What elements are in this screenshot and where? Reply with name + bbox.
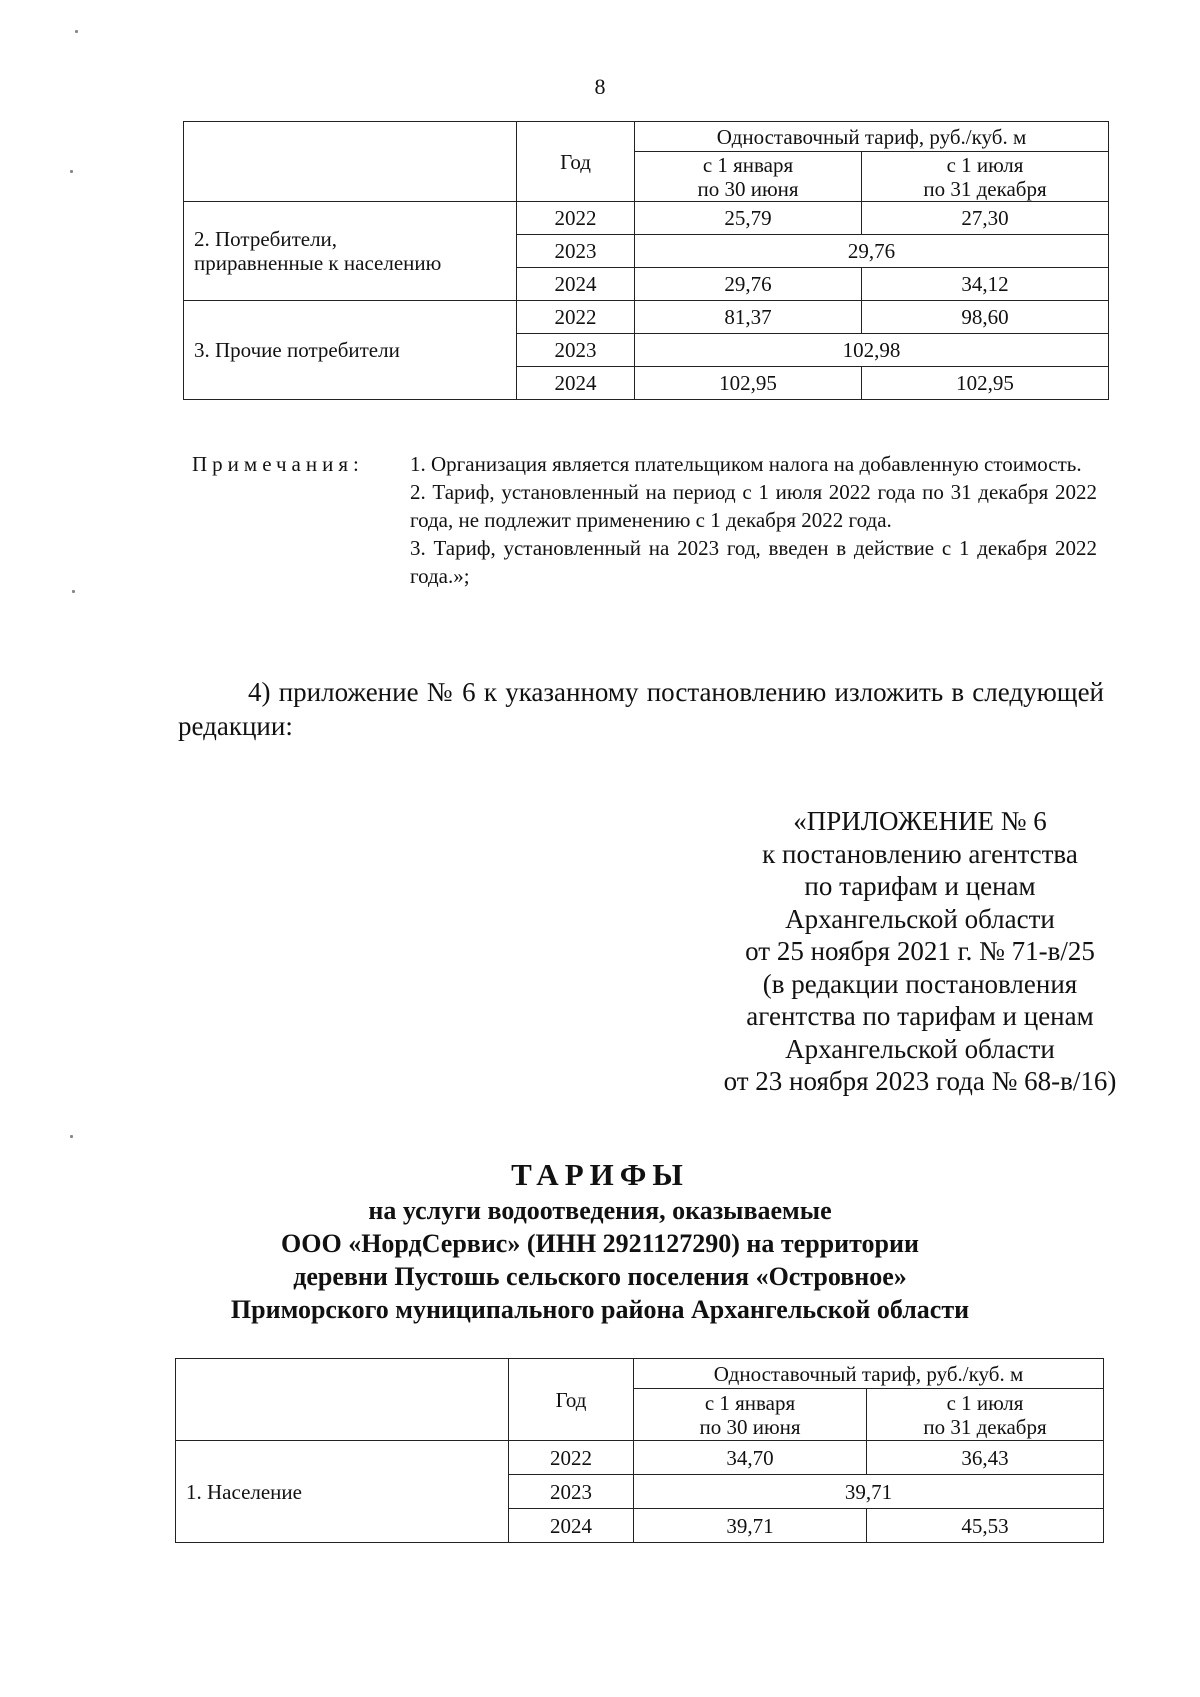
appendix-line: «ПРИЛОЖЕНИЕ № 6: [793, 806, 1047, 836]
table-row: [184, 301, 1109, 334]
document-title: ТАРИФЫ: [511, 1157, 689, 1192]
merged-value-cell: 29,76: [635, 235, 1109, 268]
body-paragraph: 4) приложение № 6 к указанному постановлению изложить в следующей редакции:: [178, 677, 1104, 741]
appendix-line: по тарифам и ценам: [804, 871, 1036, 901]
period2-header: с 1 июля по 31 декабря: [862, 152, 1109, 202]
year-cell: 2024: [517, 268, 635, 301]
value-cell: 34,70: [634, 1441, 867, 1475]
appendix-line: (в редакции постановления: [762, 968, 1078, 999]
period1-header: с 1 января по 30 июня: [634, 1389, 867, 1441]
value-cell: 34,12: [862, 268, 1109, 301]
year-header: Год: [509, 1359, 634, 1441]
appendix-line: Архангельской области: [785, 1033, 1055, 1064]
year-cell: 2024: [517, 367, 635, 400]
value-cell: 27,30: [862, 202, 1109, 235]
table-row: [184, 202, 1109, 235]
value-cell: 29,76: [635, 268, 862, 301]
scan-mark: [70, 170, 73, 173]
year-cell: 2022: [517, 301, 635, 334]
value-cell: 45,53: [867, 1509, 1104, 1543]
document-subtitle: [0, 1194, 1200, 1326]
merged-value-cell: 39,71: [634, 1475, 1104, 1509]
merged-value-cell: 102,98: [635, 334, 1109, 367]
subtitle-line: на услуги водоотведения, оказываемые: [368, 1196, 832, 1225]
year-cell: 2023: [509, 1475, 634, 1509]
tariff-group-header: Одноставочный тариф, руб./куб. м: [634, 1359, 1104, 1389]
appendix-line: от 23 ноября 2023 года № 68-в/16): [723, 1066, 1117, 1096]
scan-mark: [70, 1135, 73, 1138]
category-cell: 1. Население: [176, 1441, 509, 1543]
table-header-empty-cell: [184, 122, 517, 202]
value-cell: 102,95: [862, 367, 1109, 400]
tariff-table-1: [183, 121, 1109, 400]
year-header: Год: [517, 122, 635, 202]
notes-list: [410, 450, 1097, 590]
scan-mark: [75, 30, 78, 33]
subtitle-line: ООО «НордСервис» (ИНН 2921127290) на территории: [281, 1229, 919, 1258]
appendix-line: от 25 ноября 2021 г. № 71-в/25: [745, 936, 1095, 966]
scan-mark: [72, 590, 75, 593]
note-item: 3. Тариф, установленный на 2023 год, введен в действие с 1 декабря 2022 года.»;: [410, 536, 1097, 588]
tariff-group-header: Одноставочный тариф, руб./куб. м: [635, 122, 1109, 152]
appendix-line: Архангельской области: [785, 903, 1055, 934]
period1-header: с 1 января по 30 июня: [635, 152, 862, 202]
appendix-header: [680, 805, 1160, 1098]
page-number: 8: [594, 74, 606, 99]
year-cell: 2024: [509, 1509, 634, 1543]
note-item: 2. Тариф, установленный на период с 1 июля 2022 года по 31 декабря 2022 года, не подлежит применению с 1 декабря 2022 года.: [410, 480, 1097, 532]
subtitle-line: Приморского муниципального района Архангельской области: [230, 1295, 970, 1324]
value-cell: 102,95: [635, 367, 862, 400]
appendix-line: к постановлению агентства: [762, 838, 1078, 869]
category-cell: 3. Прочие потребители: [184, 301, 517, 400]
category-cell: 2. Потребители, приравненные к населению: [184, 202, 517, 301]
table-row: [176, 1441, 1104, 1475]
value-cell: 98,60: [862, 301, 1109, 334]
value-cell: 36,43: [867, 1441, 1104, 1475]
value-cell: 39,71: [634, 1509, 867, 1543]
subtitle-line: деревни Пустошь сельского поселения «Островное»: [293, 1262, 907, 1291]
year-cell: 2022: [517, 202, 635, 235]
value-cell: 81,37: [635, 301, 862, 334]
year-cell: 2022: [509, 1441, 634, 1475]
year-cell: 2023: [517, 334, 635, 367]
table-header-empty-cell: [176, 1359, 509, 1441]
year-cell: 2023: [517, 235, 635, 268]
value-cell: 25,79: [635, 202, 862, 235]
tariff-table-2: [175, 1358, 1104, 1543]
appendix-line: агентства по тарифам и ценам: [746, 1001, 1094, 1031]
period2-header: с 1 июля по 31 декабря: [867, 1389, 1104, 1441]
note-item: 1. Организация является плательщиком налога на добавленную стоимость.: [410, 452, 1082, 476]
notes-label: Примечания:: [192, 452, 364, 476]
